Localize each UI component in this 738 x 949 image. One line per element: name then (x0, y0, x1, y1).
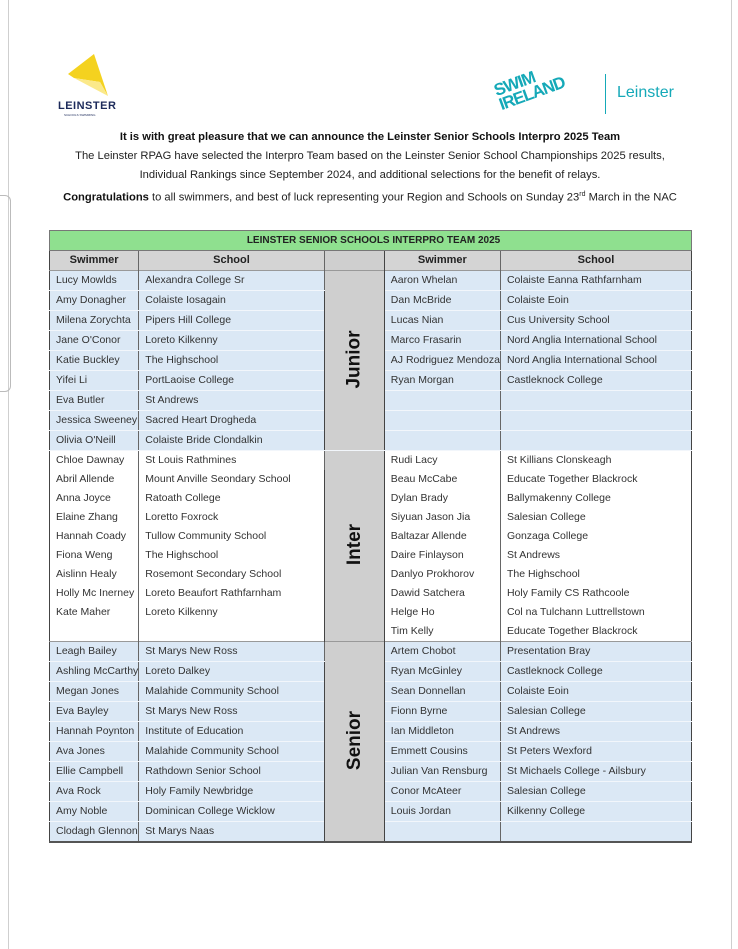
announcement-body: The Leinster RPAG have selected the Interpro Team based on the Leinster Senior School Championships 2025 results, Individual Rankings since September 2024, and additional selections for the benefit of relays. (75, 150, 665, 181)
congratulations-line (40, 185, 700, 208)
swimmer-name: Conor McAteer (384, 782, 500, 802)
swimmer-name: Jane O'Conor (50, 331, 139, 351)
swimmer-name: Daire Finlayson (384, 546, 500, 565)
swimmer-name (384, 431, 500, 451)
swim-ireland-wordmark: SWIM IRELAND (491, 67, 568, 115)
swimmer-name: Sean Donnellan (384, 682, 500, 702)
school-name: Salesian College (500, 702, 691, 722)
school-name: Rosemont Secondary School (139, 565, 324, 584)
header-swimmer-left: Swimmer (50, 251, 139, 271)
swimmer-name (384, 391, 500, 411)
school-name (500, 822, 691, 843)
category-label-inter (324, 451, 384, 642)
school-name: Holy Family CS Rathcoole (500, 584, 691, 603)
school-name: St Michaels College - Ailsbury (500, 762, 691, 782)
school-name: Kilkenny College (500, 802, 691, 822)
category-label-senior (324, 642, 384, 843)
school-name: PortLaoise College (139, 371, 324, 391)
swimmer-name: Dan McBride (384, 291, 500, 311)
chevron-logo-icon (64, 52, 114, 100)
school-name: Institute of Education (139, 722, 324, 742)
swimmer-name: Ava Rock (50, 782, 139, 802)
school-name: Gonzaga College (500, 527, 691, 546)
announcement-headline: It is with great pleasure that we can announce the Leinster Senior Schools Interpro 2025 Team (119, 131, 621, 143)
announcement-text (40, 128, 700, 208)
school-name: Ratoath College (139, 489, 324, 508)
school-name: St Andrews (139, 391, 324, 411)
school-name: Sacred Heart Drogheda (139, 411, 324, 431)
header-swimmer-right: Swimmer (384, 251, 500, 271)
school-name: Dominican College Wicklow (139, 802, 324, 822)
swimmer-name: Eva Butler (50, 391, 139, 411)
school-name: Loretto Foxrock (139, 508, 324, 527)
swimmer-name: Danlyo Prokhorov (384, 565, 500, 584)
school-name: Alexandra College Sr (139, 271, 324, 291)
congrats-bold: Congratulations (63, 191, 149, 204)
congrats-end: March in the NAC (585, 191, 677, 204)
school-name: St Louis Rathmines (139, 451, 324, 471)
leinster-schools-logo (56, 52, 126, 118)
swimmer-name: Baltazar Allende (384, 527, 500, 546)
swimmer-name: Louis Jordan (384, 802, 500, 822)
swimmer-name: Ashling McCarthy (50, 662, 139, 682)
swimmer-name: Holly Mc Inerney (50, 584, 139, 603)
swimmer-name: Fionn Byrne (384, 702, 500, 722)
swimmer-name: Dylan Brady (384, 489, 500, 508)
school-name: Colaiste Eoin (500, 682, 691, 702)
school-name: St Marys New Ross (139, 702, 324, 722)
swimmer-name: Marco Frasarin (384, 331, 500, 351)
swim-ireland-logo (491, 67, 692, 120)
category-label-text: Inter (343, 523, 365, 566)
school-name: The Highschool (139, 546, 324, 565)
swimmer-name: Kate Maher (50, 603, 139, 622)
school-name: Loreto Kilkenny (139, 603, 324, 622)
school-name: The Highschool (500, 565, 691, 584)
swimmer-name: Beau McCabe (384, 470, 500, 489)
swimmer-name: Katie Buckley (50, 351, 139, 371)
swimmer-name: Emmett Cousins (384, 742, 500, 762)
school-name: Colaiste Iosagain (139, 291, 324, 311)
category-label-text: Senior (343, 710, 365, 770)
school-name: Cus University School (500, 311, 691, 331)
school-name: Nord Anglia International School (500, 331, 691, 351)
school-name: Holy Family Newbridge (139, 782, 324, 802)
swimmer-name (384, 822, 500, 843)
swimmer-name: Dawid Satchera (384, 584, 500, 603)
school-name: Colaiste Bride Clondalkin (139, 431, 324, 451)
swimmer-name: Amy Donagher (50, 291, 139, 311)
school-name (500, 391, 691, 411)
swimmer-name: Tim Kelly (384, 622, 500, 642)
school-name: Castleknock College (500, 662, 691, 682)
school-name: Loreto Beaufort Rathfarnham (139, 584, 324, 603)
swimmer-name: Siyuan Jason Jia (384, 508, 500, 527)
school-name: St Peters Wexford (500, 742, 691, 762)
swimmer-name: Julian Van Rensburg (384, 762, 500, 782)
swimmer-name: Megan Jones (50, 682, 139, 702)
logo-region-text: Leinster (617, 84, 674, 101)
school-name: Colaiste Eanna Rathfarnham (500, 271, 691, 291)
school-name: St Andrews (500, 722, 691, 742)
swimmer-name: Rudi Lacy (384, 451, 500, 471)
school-name: St Marys New Ross (139, 642, 324, 662)
school-name: St Marys Naas (139, 822, 324, 843)
swimmer-name: Hannah Coady (50, 527, 139, 546)
table-row (50, 451, 692, 471)
school-name: Castleknock College (500, 371, 691, 391)
swimmer-name: Milena Zorychta (50, 311, 139, 331)
logo-left-text: LEINSTER (58, 100, 117, 112)
swimmer-name: Aislinn Healy (50, 565, 139, 584)
swimmer-name: Olivia O'Neill (50, 431, 139, 451)
swimmer-name: Lucas Nian (384, 311, 500, 331)
swimmer-name: Elaine Zhang (50, 508, 139, 527)
school-name: Tullow Community School (139, 527, 324, 546)
school-name: Salesian College (500, 782, 691, 802)
school-name: The Highschool (139, 351, 324, 371)
school-name: Salesian College (500, 508, 691, 527)
school-name: Educate Together Blackrock (500, 622, 691, 642)
school-name: St Killians Clonskeagh (500, 451, 691, 471)
swimmer-name: Helge Ho (384, 603, 500, 622)
school-name: Educate Together Blackrock (500, 470, 691, 489)
swimmer-name: Artem Chobot (384, 642, 500, 662)
table-row (50, 642, 692, 662)
header-category (324, 251, 384, 271)
school-name: Nord Anglia International School (500, 351, 691, 371)
swimmer-name: Anna Joyce (50, 489, 139, 508)
swimmer-name: Yifei Li (50, 371, 139, 391)
swimmer-name: Ian Middleton (384, 722, 500, 742)
school-name: Loreto Dalkey (139, 662, 324, 682)
swimmer-name: Chloe Dawnay (50, 451, 139, 471)
category-label-text: Junior (343, 329, 365, 389)
logo-divider (605, 74, 606, 114)
swimmer-name: Ryan McGinley (384, 662, 500, 682)
school-name (500, 431, 691, 451)
logo-left-subtext: SCHOOLS SWIMMING (64, 113, 96, 117)
interpro-team-table (49, 230, 692, 843)
school-name: Col na Tulchann Luttrellstown (500, 603, 691, 622)
swimmer-name: AJ Rodriguez Mendoza (384, 351, 500, 371)
school-name: Presentation Bray (500, 642, 691, 662)
table-title: LEINSTER SENIOR SCHOOLS INTERPRO TEAM 2025 (50, 231, 692, 251)
congrats-text: to all swimmers, and best of luck representing your Region and Schools on Sunday 23 (148, 191, 580, 204)
school-name: Pipers Hill College (139, 311, 324, 331)
school-name (500, 411, 691, 431)
school-name: Colaiste Eoin (500, 291, 691, 311)
header-school-left: School (139, 251, 324, 271)
category-label-junior (324, 271, 384, 451)
school-name: Malahide Community School (139, 682, 324, 702)
side-tab-handle[interactable] (0, 195, 11, 392)
school-name: St Andrews (500, 546, 691, 565)
swimmer-name: Clodagh Glennon (50, 822, 139, 843)
school-name: Ballymakenny College (500, 489, 691, 508)
swimmer-name: Abril Allende (50, 470, 139, 489)
school-name: Loreto Kilkenny (139, 331, 324, 351)
header-school-right: School (500, 251, 691, 271)
school-name (139, 622, 324, 642)
school-name: Malahide Community School (139, 742, 324, 762)
swimmer-name: Lucy Mowlds (50, 271, 139, 291)
date-suffix: rd (579, 191, 586, 198)
swimmer-name: Aaron Whelan (384, 271, 500, 291)
swimmer-name: Ava Jones (50, 742, 139, 762)
swimmer-name: Hannah Poynton (50, 722, 139, 742)
school-name: Rathdown Senior School (139, 762, 324, 782)
swimmer-name: Leagh Bailey (50, 642, 139, 662)
swimmer-name: Amy Noble (50, 802, 139, 822)
swimmer-name: Eva Bayley (50, 702, 139, 722)
swimmer-name (384, 411, 500, 431)
table-row (50, 271, 692, 291)
swimmer-name: Ryan Morgan (384, 371, 500, 391)
swimmer-name: Ellie Campbell (50, 762, 139, 782)
school-name: Mount Anville Seondary School (139, 470, 324, 489)
swimmer-name: Fiona Weng (50, 546, 139, 565)
swimmer-name (50, 622, 139, 642)
swimmer-name: Jessica Sweeney (50, 411, 139, 431)
